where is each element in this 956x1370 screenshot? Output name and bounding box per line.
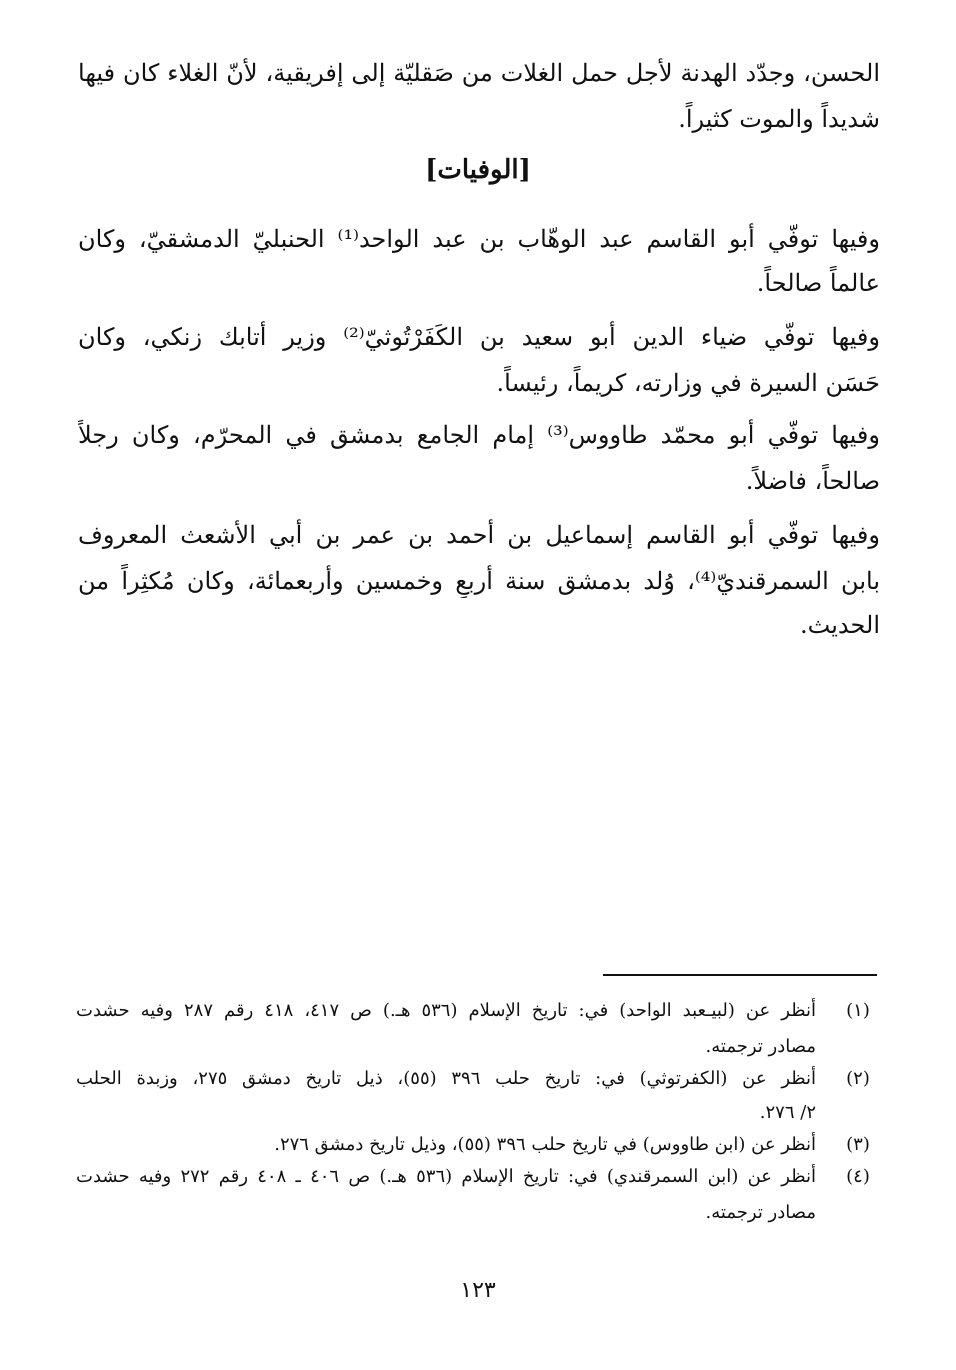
body-line: وفيها توفّي ضياء الدين أبو سعيد بن الكَفَرْتُوثيّ⁽²⁾ وزير أتابك زنكي، وكان — [78, 323, 880, 351]
footnote-separator — [603, 974, 877, 976]
footnote-number: (٤) — [846, 1166, 870, 1187]
footnote-line: أنظر عن (الكفرتوثي) في: تاريخ حلب ٣٩٦ (٥٥)، ذيل تاريخ دمشق ٢٧٥، وزبدة الحلب — [76, 1068, 816, 1089]
body-line: حَسَن السيرة في وزارته، كريماً، رئيساً. — [496, 369, 880, 397]
footnote-number: (١) — [846, 1000, 870, 1021]
body-line: وفيها توفّي أبو القاسم إسماعيل بن أحمد بن عمر بن أبي الأشعث المعروف — [78, 521, 880, 549]
body-line: الحسن، وجدّد الهدنة لأجل حمل الغلات من صَقليّة إلى إفريقية، لأنّ الغلاء كان فيها — [78, 59, 880, 87]
body-line: شديداً والموت كثيراً. — [678, 105, 880, 133]
body-line: عالماً صالحاً. — [756, 269, 880, 297]
body-line: وفيها توفّي أبو القاسم عبد الوهّاب بن عبد الواحد⁽¹⁾ الحنبليّ الدمشقيّ، وكان — [78, 225, 880, 253]
footnote-line: مصادر ترجمته. — [705, 1036, 816, 1057]
footnote-number: (٣) — [846, 1134, 870, 1155]
footnote-number: (٢) — [846, 1068, 870, 1089]
body-line: صالحاً، فاضلاً. — [745, 467, 880, 495]
footnote-line: ٢/ ٢٧٦. — [759, 1102, 816, 1123]
body-line: الحديث. — [800, 611, 880, 639]
section-heading: [الوفيات] — [425, 155, 531, 185]
body-line: وفيها توفّي أبو محمّد طاووس⁽³⁾ إمام الجامع بدمشق في المحرّم، وكان رجلاً — [78, 421, 880, 449]
body-line: بابن السمرقنديّ⁽⁴⁾، وُلد بدمشق سنة أربعٍ وخمسين وأربعمائة، وكان مُكثِراً من — [78, 567, 880, 595]
footnote-line: أنظر عن (ابن السمرقندي) في: تاريخ الإسلام (٥٣٦ هـ.) ص ٤٠٦ ـ ٤٠٨ رقم ٢٧٢ وفيه حشدت — [76, 1166, 816, 1187]
footnote-line: مصادر ترجمته. — [705, 1202, 816, 1223]
page-number: ١٢٣ — [460, 1278, 496, 1303]
footnote-line: أنظر عن (ابن طاووس) في تاريخ حلب ٣٩٦ (٥٥)، وذيل تاريخ دمشق ٢٧٦. — [274, 1134, 816, 1155]
footnote-line: أنظر عن (لبيـعبد الواحد) في: تاريخ الإسلام (٥٣٦ هـ.) ص ٤١٧، ٤١٨ رقم ٢٨٧ وفيه حشدت — [76, 1000, 816, 1021]
